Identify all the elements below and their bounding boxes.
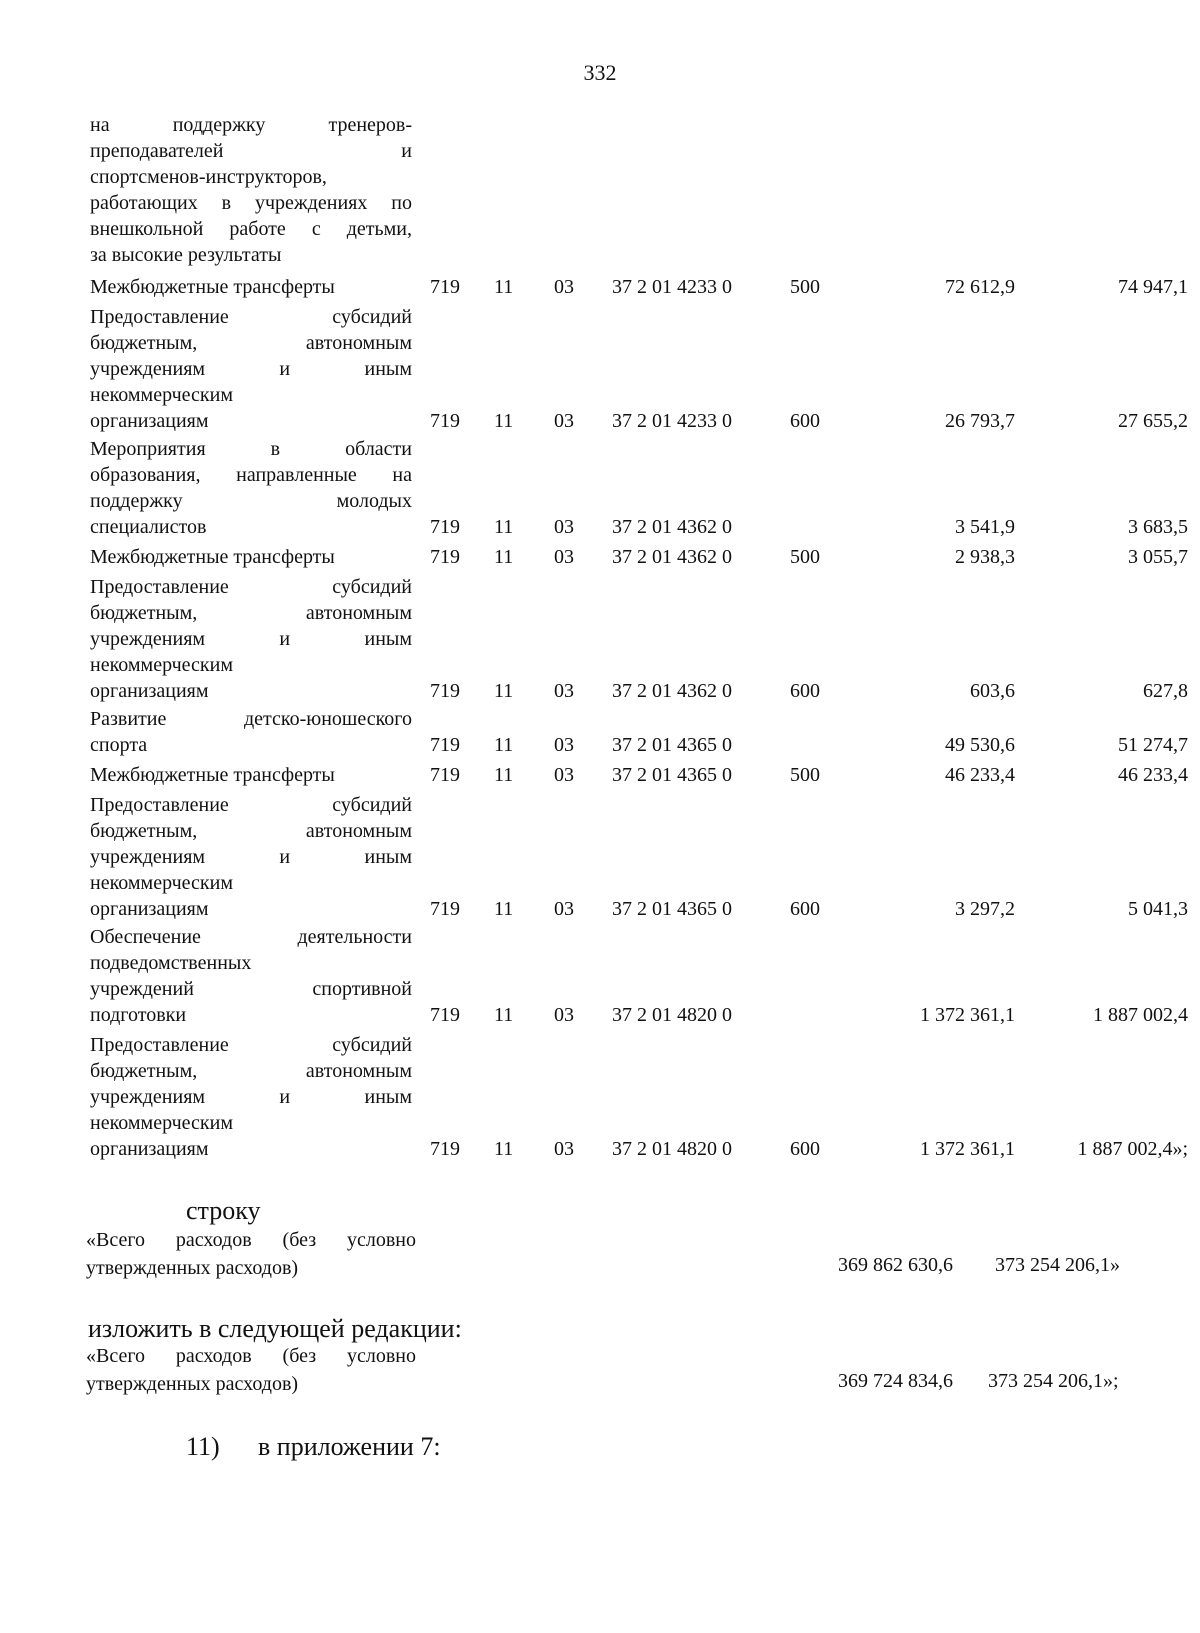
cell-y1: 3 297,2 xyxy=(955,898,1015,920)
cell-vr: 600 xyxy=(790,1138,820,1160)
cell-pr: 03 xyxy=(554,276,574,298)
cell-y2: 1 887 002,4 xyxy=(1093,1004,1188,1026)
cell-csr: 37 2 01 4365 0 xyxy=(612,764,732,786)
row-description xyxy=(90,574,412,704)
cell-y2: 3 055,7 xyxy=(1128,546,1188,568)
row-description-line: за высокие результаты xyxy=(90,244,282,266)
row-description-line: бюджетным, автономным xyxy=(90,602,412,624)
cell-y2: 74 947,1 xyxy=(1118,276,1188,298)
new-total-label xyxy=(86,1342,416,1398)
row-description-line: Межбюджетные трансферты xyxy=(90,764,335,786)
row-description-line: Предоставление субсидий xyxy=(90,306,412,328)
cell-y1: 72 612,9 xyxy=(945,276,1015,298)
row-description-line: Межбюджетные трансферты xyxy=(90,276,335,298)
cell-rz: 11 xyxy=(494,898,514,920)
cell-rz: 11 xyxy=(494,276,514,298)
row-description-line: учреждениям и иным xyxy=(90,1086,412,1108)
cell-rz: 11 xyxy=(494,1138,514,1160)
cell-y2: 27 655,2 xyxy=(1118,410,1188,432)
cell-pr: 03 xyxy=(554,410,574,432)
cell-rz: 11 xyxy=(494,516,514,538)
cell-csr: 37 2 01 4233 0 xyxy=(612,410,732,432)
row-description-line: Предоставление субсидий xyxy=(90,576,412,598)
row-description-line: организациям xyxy=(90,680,209,702)
new-total-label-line-2: утвержденных расходов) xyxy=(86,1373,299,1395)
row-description xyxy=(90,436,412,540)
old-total-label xyxy=(86,1226,416,1282)
cell-rz: 11 xyxy=(494,546,514,568)
cell-rz: 11 xyxy=(494,734,514,756)
row-description xyxy=(90,762,412,788)
new-total-year1-value: 369 724 834,6 xyxy=(838,1370,953,1392)
cell-rz: 11 xyxy=(494,1004,514,1026)
row-description-line: Предоставление субсидий xyxy=(90,794,412,816)
row-description xyxy=(90,304,412,434)
row-description-line: на поддержку тренеров- xyxy=(90,114,412,136)
cell-y1: 2 938,3 xyxy=(955,546,1015,568)
cell-pr: 03 xyxy=(554,1004,574,1026)
cell-y1: 1 372 361,1 xyxy=(920,1004,1015,1026)
cell-vr: 500 xyxy=(790,546,820,568)
cell-gr: 719 xyxy=(430,516,460,538)
cell-y2: 627,8 xyxy=(1143,680,1188,702)
cell-y1: 603,6 xyxy=(970,680,1015,702)
row-description-line: поддержку молодых xyxy=(90,490,412,512)
instruction-new-edition: изложить в следующей редакции: xyxy=(88,1314,462,1343)
row-description-line: бюджетным, автономным xyxy=(90,332,412,354)
row-description-line: учреждениям и иным xyxy=(90,846,412,868)
cell-y1: 46 233,4 xyxy=(945,764,1015,786)
cell-gr: 719 xyxy=(430,680,460,702)
cell-vr: 600 xyxy=(790,410,820,432)
row-description-line: некоммерческим xyxy=(90,872,233,894)
cell-csr: 37 2 01 4362 0 xyxy=(612,680,732,702)
row-description-line: бюджетным, автономным xyxy=(90,820,412,842)
row-description-line: подведомственных xyxy=(90,952,252,974)
row-description-line: Межбюджетные трансферты xyxy=(90,546,335,568)
new-total-year2-value: 373 254 206,1»; xyxy=(988,1370,1119,1392)
row-description-line: внешкольной работе с детьми, xyxy=(90,218,412,240)
cell-csr: 37 2 01 4820 0 xyxy=(612,1138,732,1160)
cell-gr: 719 xyxy=(430,764,460,786)
cell-vr: 500 xyxy=(790,276,820,298)
cell-pr: 03 xyxy=(554,764,574,786)
new-total-label-line-1: «Всего расходов (без условно xyxy=(86,1345,416,1367)
cell-gr: 719 xyxy=(430,276,460,298)
cell-y1: 49 530,6 xyxy=(945,734,1015,756)
cell-rz: 11 xyxy=(494,410,514,432)
row-description-line: учреждений спортивной xyxy=(90,978,412,1000)
cell-gr: 719 xyxy=(430,734,460,756)
row-description-line: организациям xyxy=(90,1138,209,1160)
cell-csr: 37 2 01 4820 0 xyxy=(612,1004,732,1026)
cell-pr: 03 xyxy=(554,1138,574,1160)
cell-pr: 03 xyxy=(554,898,574,920)
cell-pr: 03 xyxy=(554,734,574,756)
row-description-line: спортсменов-инструкторов, xyxy=(90,166,327,188)
row-description-line: Предоставление субсидий xyxy=(90,1034,412,1056)
row-description-line: бюджетным, автономным xyxy=(90,1060,412,1082)
row-description xyxy=(90,792,412,922)
old-total-label-line-2: утвержденных расходов) xyxy=(86,1257,299,1279)
row-description-line: организациям xyxy=(90,410,209,432)
row-description-line: некоммерческим xyxy=(90,654,233,676)
cell-gr: 719 xyxy=(430,1138,460,1160)
row-description-line: некоммерческим xyxy=(90,384,233,406)
cell-gr: 719 xyxy=(430,1004,460,1026)
cell-gr: 719 xyxy=(430,898,460,920)
row-description xyxy=(90,544,412,570)
cell-y1: 1 372 361,1 xyxy=(920,1138,1015,1160)
row-description xyxy=(90,706,412,758)
cell-gr: 719 xyxy=(430,410,460,432)
cell-y1: 3 541,9 xyxy=(955,516,1015,538)
cell-vr: 500 xyxy=(790,764,820,786)
cell-rz: 11 xyxy=(494,680,514,702)
footer-item-number: 11) xyxy=(186,1432,220,1461)
cell-y2: 3 683,5 xyxy=(1128,516,1188,538)
row-description xyxy=(90,924,412,1028)
cell-vr: 600 xyxy=(790,680,820,702)
cell-rz: 11 xyxy=(494,764,514,786)
footer-item-text: в приложении 7: xyxy=(258,1432,441,1461)
cell-y1: 26 793,7 xyxy=(945,410,1015,432)
old-total-year2-value: 373 254 206,1» xyxy=(995,1254,1120,1276)
cell-pr: 03 xyxy=(554,546,574,568)
row-description-line: организациям xyxy=(90,898,209,920)
cell-y2: 51 274,7 xyxy=(1118,734,1188,756)
row-description-line: подготовки xyxy=(90,1004,187,1026)
row-description-line: специалистов xyxy=(90,516,207,538)
cell-csr: 37 2 01 4362 0 xyxy=(612,546,732,568)
cell-y2: 46 233,4 xyxy=(1118,764,1188,786)
row-description-line: Обеспечение деятельности xyxy=(90,926,412,948)
row-description xyxy=(90,112,412,268)
row-description-line: работающих в учреждениях по xyxy=(90,192,412,214)
cell-csr: 37 2 01 4233 0 xyxy=(612,276,732,298)
cell-csr: 37 2 01 4365 0 xyxy=(612,734,732,756)
cell-gr: 719 xyxy=(430,546,460,568)
row-description-line: некоммерческим xyxy=(90,1112,233,1134)
row-description-line: преподавателей и xyxy=(90,140,412,162)
row-description-line: учреждениям и иным xyxy=(90,358,412,380)
cell-y2: 1 887 002,4»; xyxy=(1077,1138,1188,1160)
cell-pr: 03 xyxy=(554,516,574,538)
page-number: 332 xyxy=(583,60,617,85)
instruction-replace-line: строку xyxy=(186,1196,261,1225)
cell-y2: 5 041,3 xyxy=(1128,898,1188,920)
cell-pr: 03 xyxy=(554,680,574,702)
row-description-line: образования, направленные на xyxy=(90,464,412,486)
cell-vr: 600 xyxy=(790,898,820,920)
row-description-line: учреждениям и иным xyxy=(90,628,412,650)
row-description-line: Развитие детско-юношеского xyxy=(90,708,412,730)
cell-csr: 37 2 01 4365 0 xyxy=(612,898,732,920)
row-description xyxy=(90,1032,412,1162)
old-total-year1-value: 369 862 630,6 xyxy=(838,1254,953,1276)
old-total-label-line-1: «Всего расходов (без условно xyxy=(86,1229,416,1251)
cell-csr: 37 2 01 4362 0 xyxy=(612,516,732,538)
row-description-line: Мероприятия в области xyxy=(90,438,412,460)
row-description xyxy=(90,274,412,300)
row-description-line: спорта xyxy=(90,734,148,756)
